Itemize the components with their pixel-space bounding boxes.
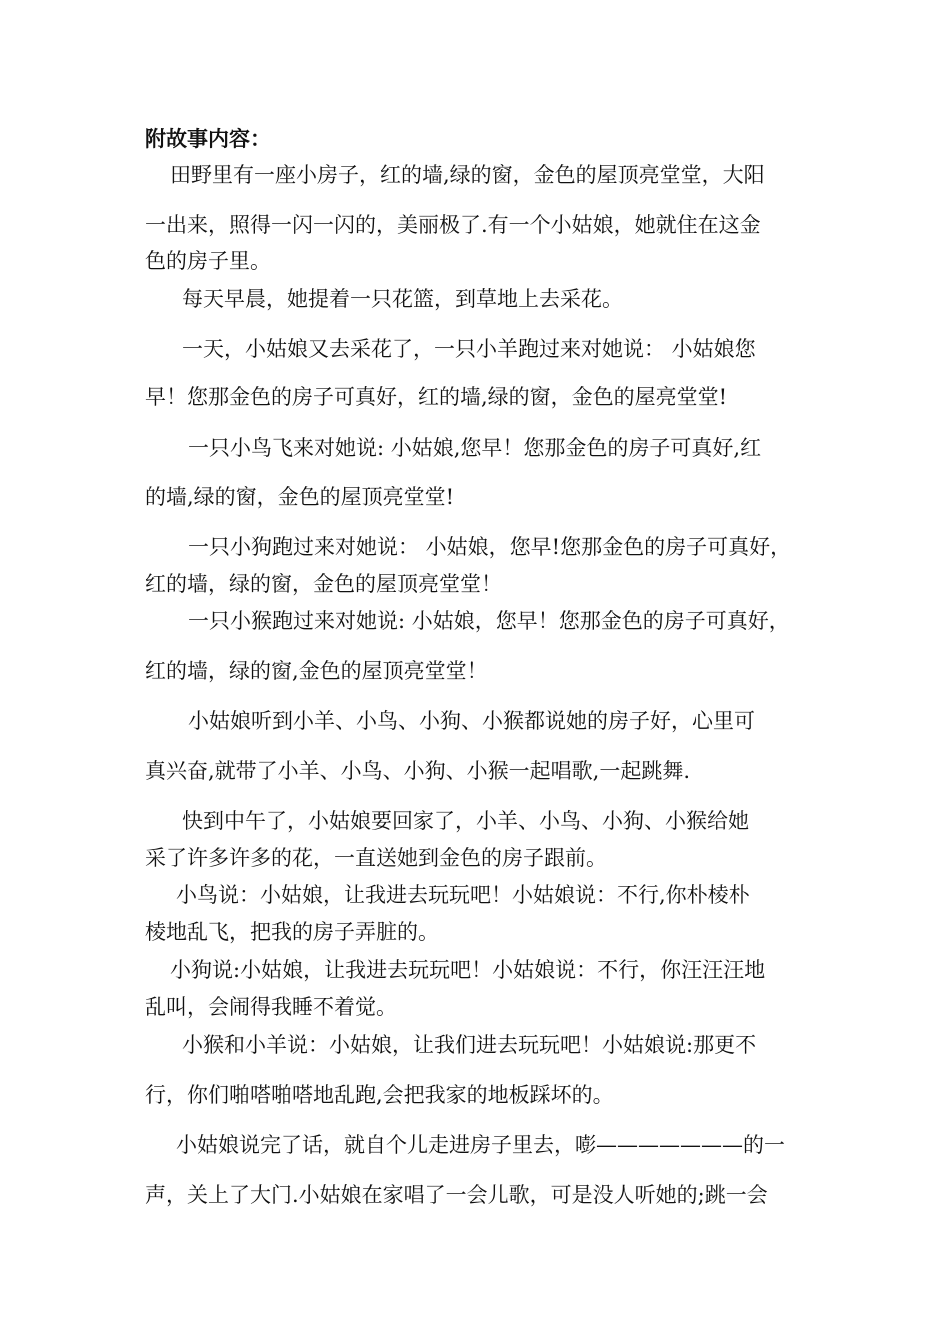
text-line: 一出来，照得一闪一闪的，美丽极了.有一个小姑娘，她就住在这金 <box>145 213 761 237</box>
text-line: 一只小狗跑过来对她说： 小姑娘，您早!您那金色的房子可真好， <box>188 535 792 559</box>
text-line: 一只小鸟飞来对她说: 小姑娘,您早！您那金色的房子可真好,红 <box>188 436 762 460</box>
text-line: 小姑娘听到小羊、小鸟、小狗、小猴都说她的房子好，心里可 <box>188 709 755 733</box>
text-line: 乱叫，会闹得我睡不着觉。 <box>145 995 397 1019</box>
text-line: 一天，小姑娘又去采花了，一只小羊跑过来对她说： 小姑娘您 <box>182 337 756 361</box>
text-line: 小狗说:小姑娘，让我进去玩玩吧！小姑娘说：不行，你汪汪汪地 <box>170 958 766 982</box>
text-line: 色的房子里。 <box>145 249 271 273</box>
text-line: 真兴奋,就带了小羊、小鸟、小狗、小猴一起唱歌,一起跳舞. <box>145 759 691 783</box>
text-line: 小鸟说：小姑娘，让我进去玩玩吧！小姑娘说：不行,你朴棱朴 <box>176 883 750 907</box>
text-line: 小姑娘说完了话，就自个儿走进房子里去，嘭———————的一 <box>176 1133 785 1157</box>
text-line: 棱地乱飞，把我的房子弄脏的。 <box>145 920 439 944</box>
text-line: 行，你们啪嗒啪嗒地乱跑,会把我家的地板踩坏的。 <box>145 1083 614 1107</box>
text-line: 声，关上了大门.小姑娘在家唱了一会儿歌，可是没人听她的;跳一会 <box>145 1183 768 1207</box>
text-line: 快到中午了，小姑娘要回家了，小羊、小鸟、小狗、小猴给她 <box>182 809 749 833</box>
text-line: 的墙,绿的窗，金色的屋顶亮堂堂! <box>145 485 455 509</box>
text-line: 一只小猴跑过来对她说: 小姑娘，您早！您那金色的房子可真好， <box>188 609 790 633</box>
text-line: 早！您那金色的房子可真好，红的墙,绿的窗，金色的屋亮堂堂! <box>145 385 728 409</box>
text-line: 小猴和小羊说：小姑娘，让我们进去玩玩吧！小姑娘说:那更不 <box>182 1033 757 1057</box>
text-line: 采了许多许多的花，一直送她到金色的房子跟前。 <box>145 846 607 870</box>
text-line: 田野里有一座小房子，红的墙,绿的窗，金色的屋顶亮堂堂，大阳 <box>170 163 765 187</box>
document-title: 附故事内容： <box>145 126 271 151</box>
text-line: 红的墙，绿的窗，金色的屋顶亮堂堂！ <box>145 572 502 596</box>
text-line: 每天早晨，她提着一只花篮，到草地上去采花。 <box>182 287 623 311</box>
text-line: 红的墙，绿的窗,金色的屋顶亮堂堂！ <box>145 659 488 683</box>
